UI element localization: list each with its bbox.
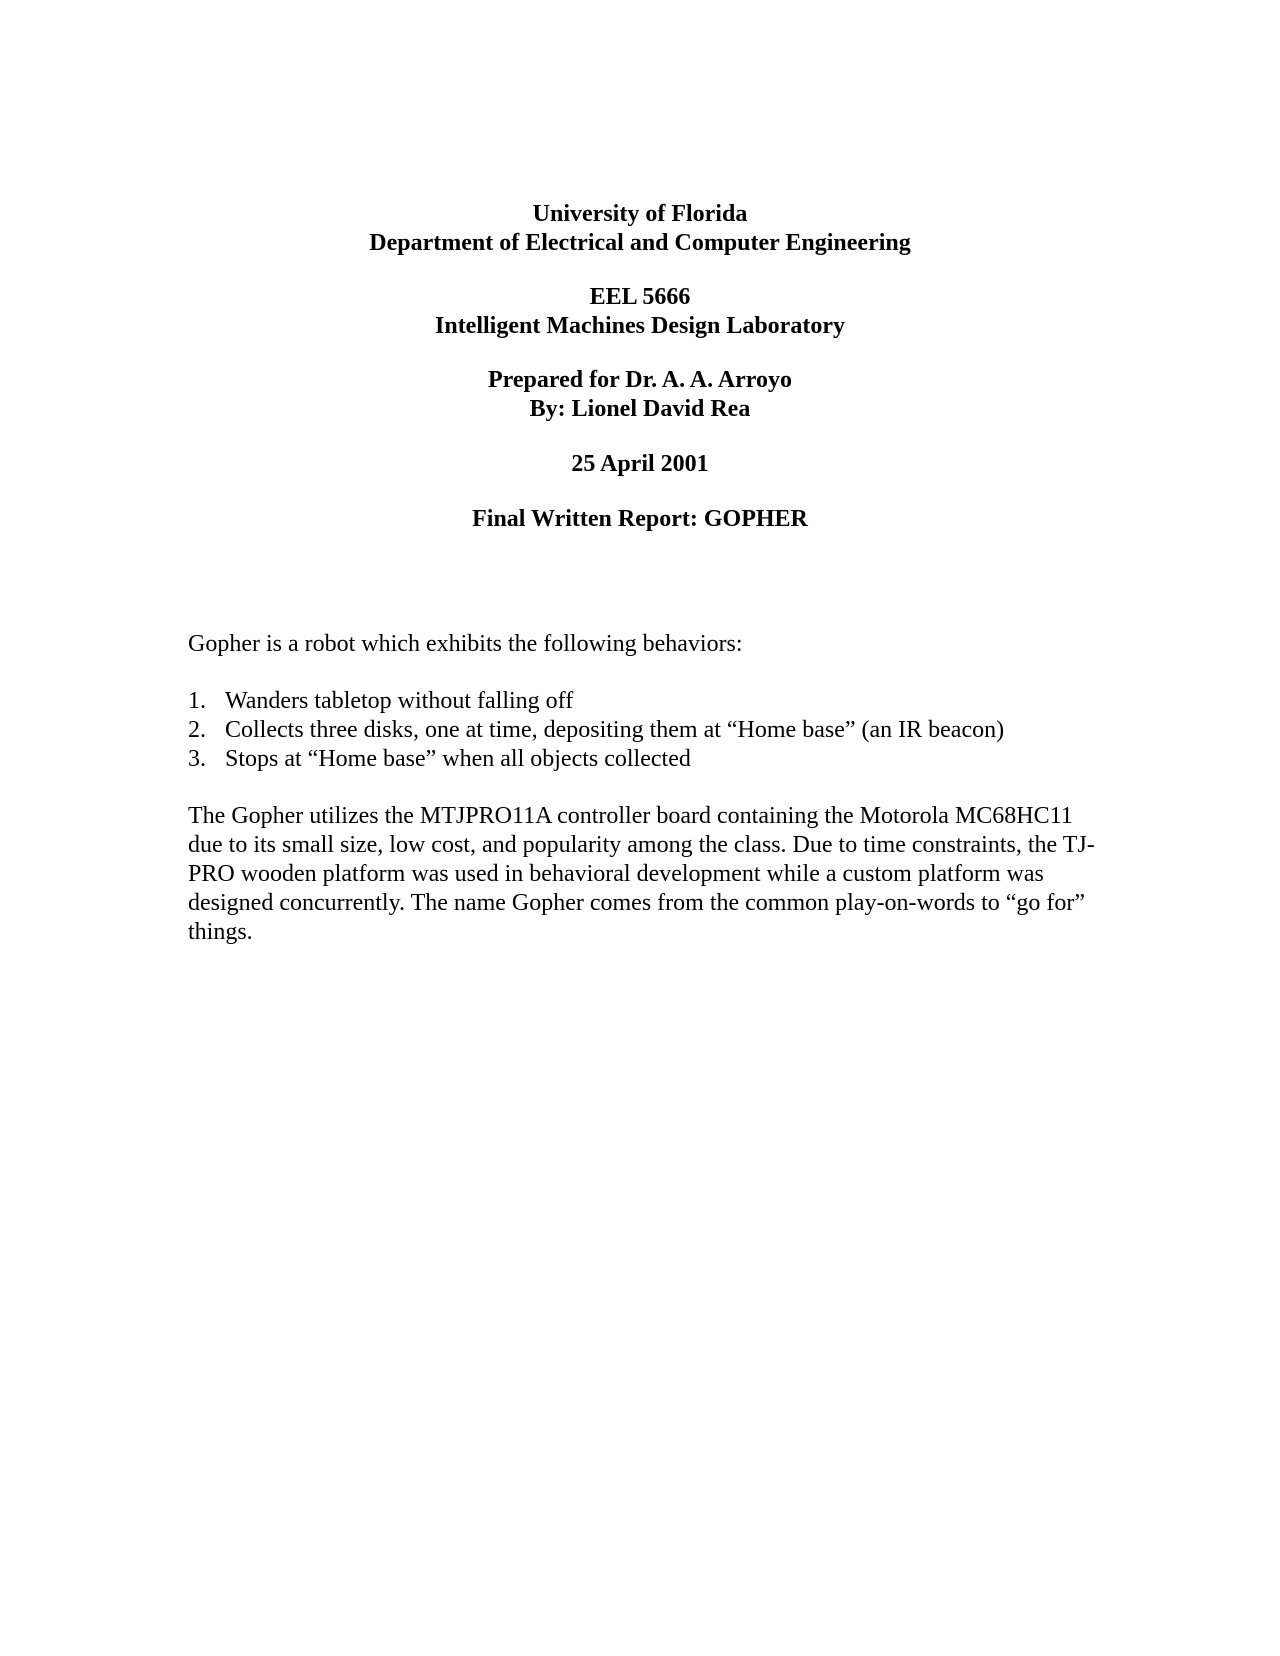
title-block: [0, 200, 1280, 559]
institution-group: [0, 200, 1280, 258]
authorship-group: [0, 366, 1280, 424]
list-item-text: Stops at “Home base” when all objects collected: [225, 746, 691, 772]
report-title-group: [0, 505, 1280, 534]
list-item-number: 1.: [188, 688, 206, 714]
list-item: [188, 716, 1108, 745]
list-item-text: Wanders tabletop without falling off: [225, 688, 574, 714]
intro-sentence: Gopher is a robot which exhibits the following behaviors:: [188, 631, 743, 657]
report-date: 25 April 2001: [571, 451, 709, 477]
body-text: [188, 630, 1108, 947]
report-title: Final Written Report: GOPHER: [472, 506, 808, 532]
prepared-for: Prepared for Dr. A. A. Arroyo: [488, 367, 792, 393]
university-name: University of Florida: [532, 201, 748, 227]
list-item-number: 2.: [188, 717, 206, 743]
author: By: Lionel David Rea: [529, 396, 751, 422]
course-group: [0, 283, 1280, 341]
list-item: [188, 745, 1108, 774]
date-group: [0, 450, 1280, 479]
list-item-number: 3.: [188, 746, 206, 772]
department-name: Department of Electrical and Computer Engineering: [369, 230, 911, 256]
behaviors-list: [188, 687, 1108, 774]
description-paragraph: The Gopher utilizes the MTJPRO11A controller board containing the Motorola MC68HC11 due to its small size, low cost, and popularity among the class. Due to time constraints, the TJ-PRO wooden platform was used in behavioral development while a custom platform was designed concurrently. The name Gopher comes from the common play-on-words to “go for” things.: [188, 803, 1095, 945]
course-name: Intelligent Machines Design Laboratory: [435, 313, 845, 339]
list-item: [188, 687, 1108, 716]
course-code: EEL 5666: [589, 284, 691, 310]
list-item-text: Collects three disks, one at time, depositing them at “Home base” (an IR beacon): [225, 717, 1005, 743]
